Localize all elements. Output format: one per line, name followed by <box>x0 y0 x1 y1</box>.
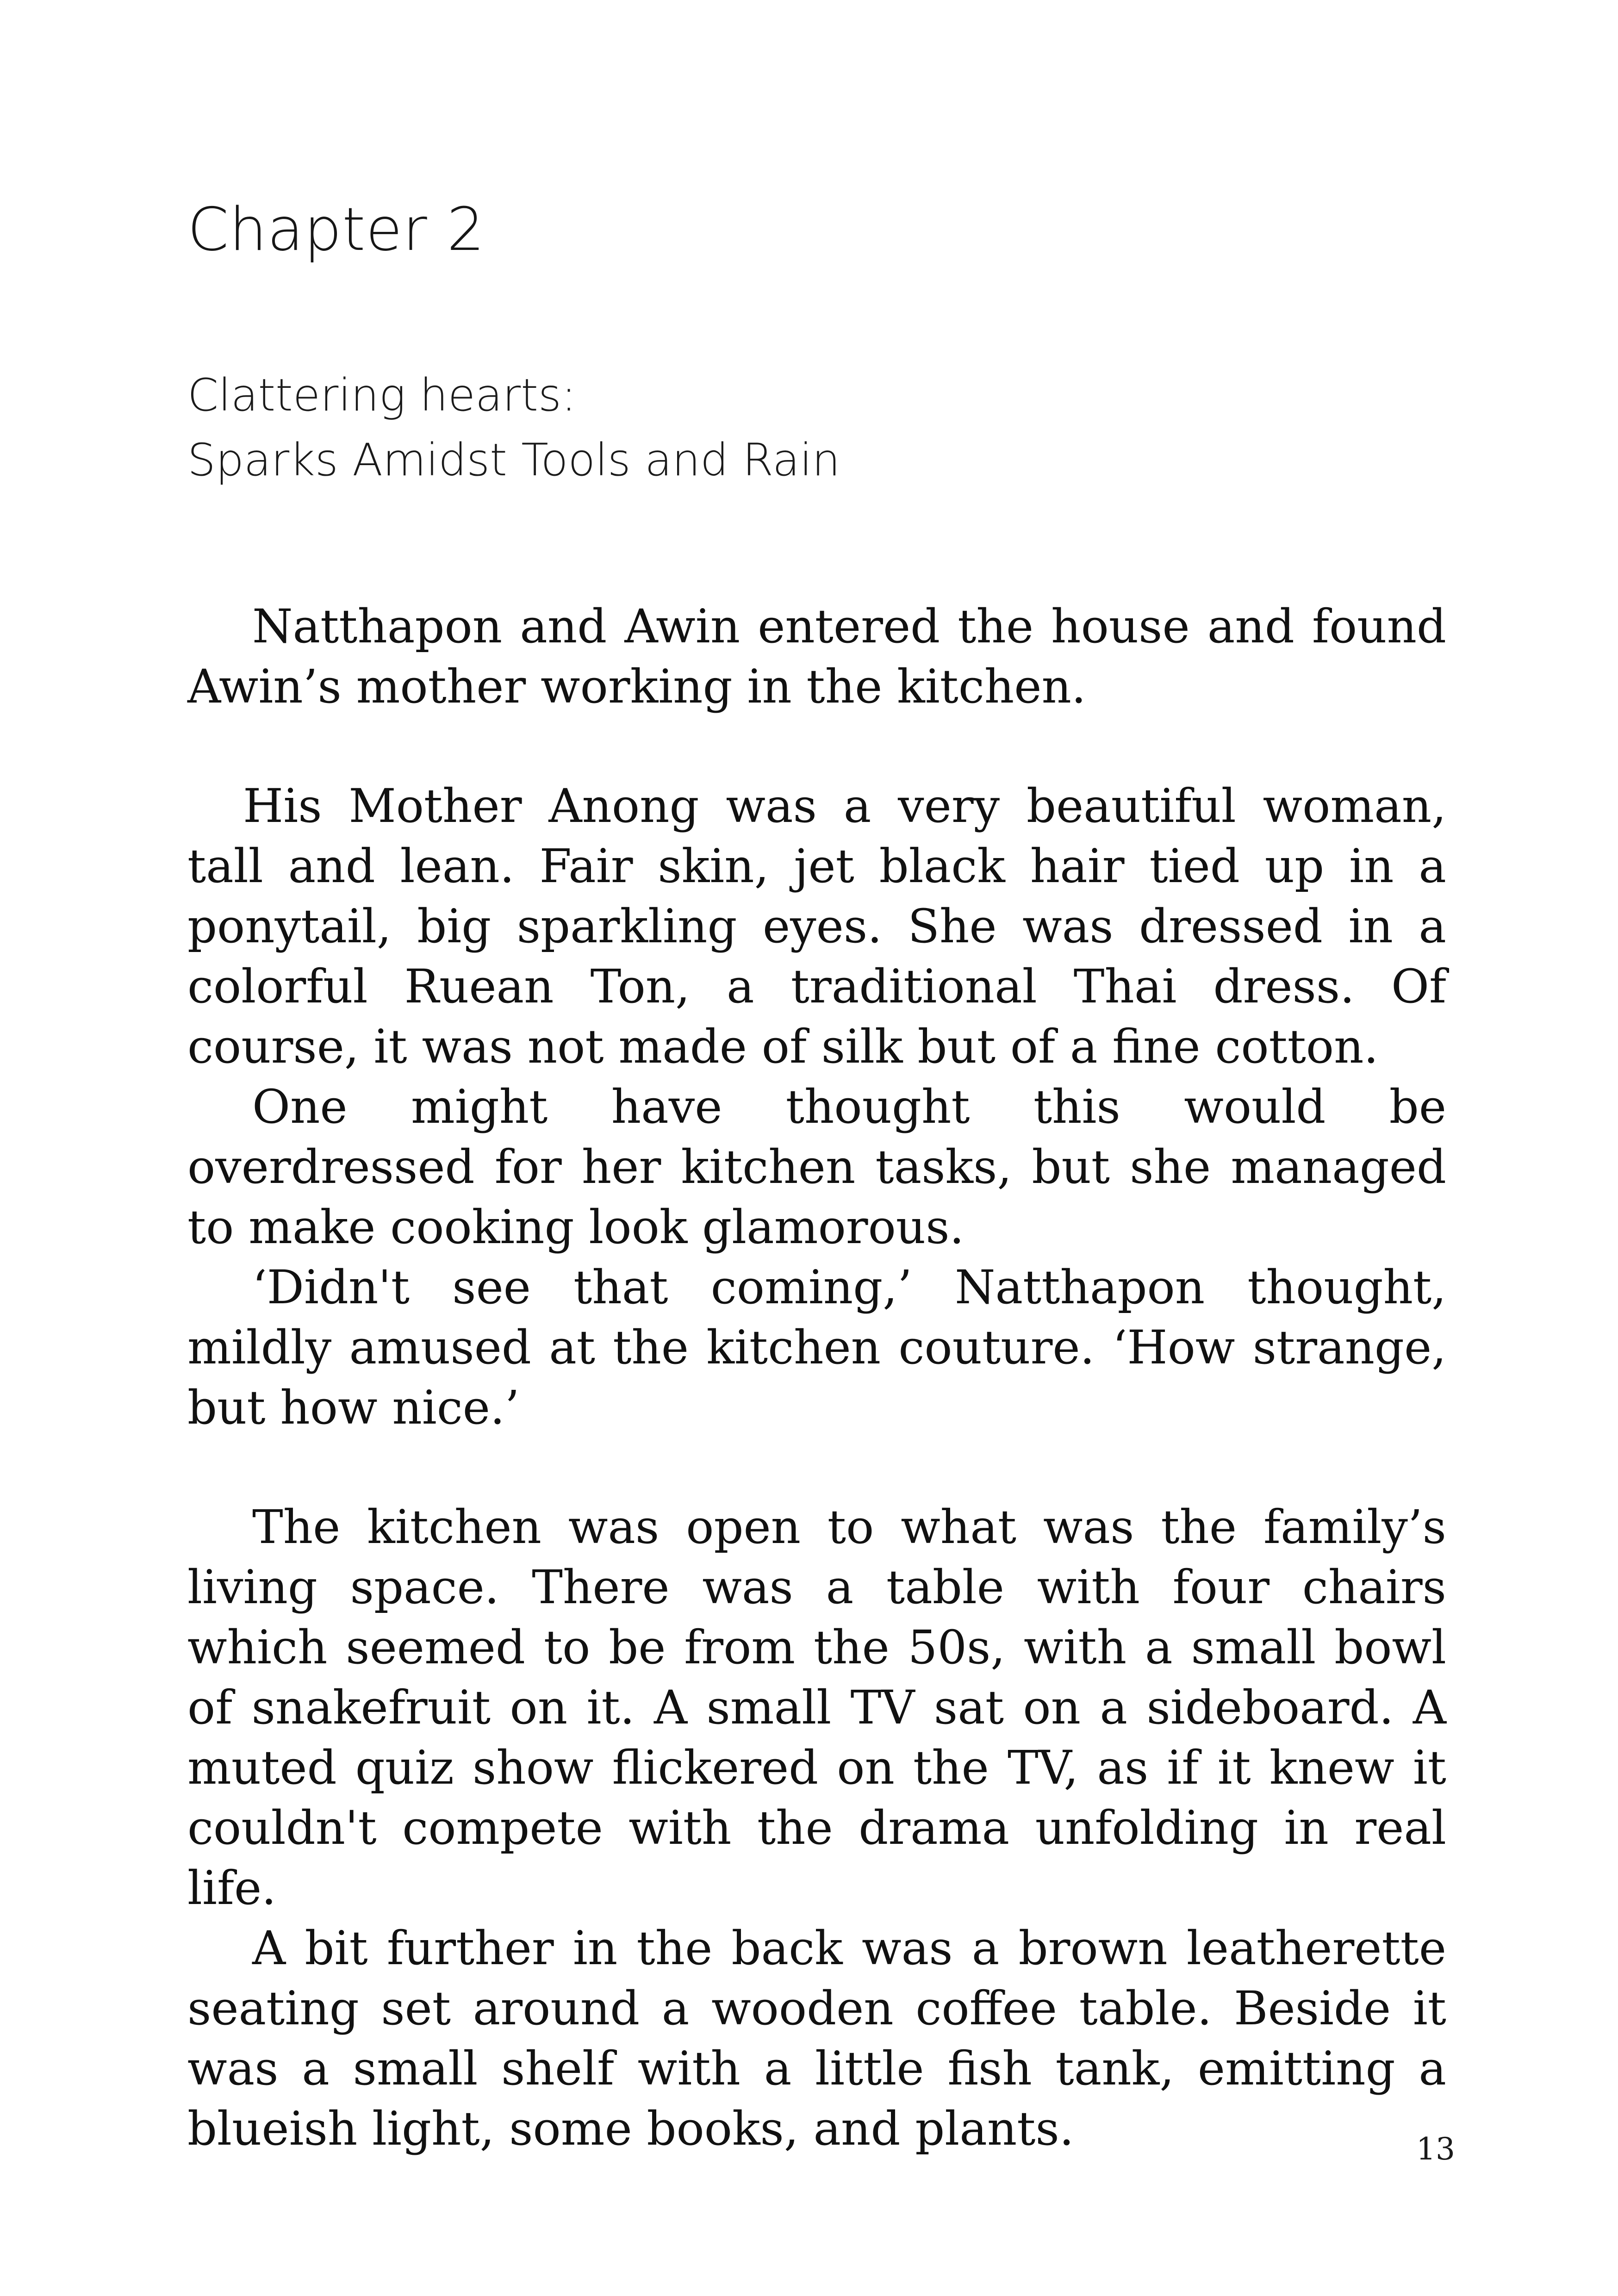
chapter-body <box>187 597 1446 2159</box>
paragraph: The kitchen was open to what was the family’s living space. There was a table with four chairs which seemed to be from the 50s, with a small bowl of snakefruit on it. A small TV sat on a sideboard. A muted quiz show flickered on the TV, as if it knew it couldn't compete with the drama unfolding in real life. <box>187 1500 1446 1915</box>
page-number: 13 <box>1416 2131 1455 2167</box>
page-content <box>187 194 1446 2159</box>
subtitle-line-1: Clattering hearts: <box>187 369 577 421</box>
chapter-subtitle <box>187 363 1446 492</box>
paragraph: Natthapon and Awin entered the house and found Awin’s mother working in the kitchen. <box>187 599 1446 714</box>
paragraph: ‘Didn't see that coming,’ Natthapon thought, mildly amused at the kitchen couture. ‘How strange, but how nice.’ <box>187 1260 1446 1435</box>
paragraph: His Mother Anong was a very beautiful woman, tall and lean. Fair skin, jet black hair tied up in a ponytail, big sparkling eyes. She was dressed in a colorful Ruean Ton, a traditional Thai dress. Of course, it was not made of silk but of a fine cotton. <box>187 778 1446 1074</box>
chapter-title: Chapter 2 <box>187 195 485 264</box>
paragraph: One might have thought this would be overdressed for her kitchen tasks, but she managed to make cooking look glamorous. <box>187 1079 1446 1254</box>
paragraph: A bit further in the back was a brown leatherette seating set around a wooden coffee table. Beside it was a small shelf with a little fish tank, emitting a blueish light, some books, and plants. <box>187 1921 1446 2156</box>
subtitle-line-2: Sparks Amidst Tools and Rain <box>187 434 840 486</box>
